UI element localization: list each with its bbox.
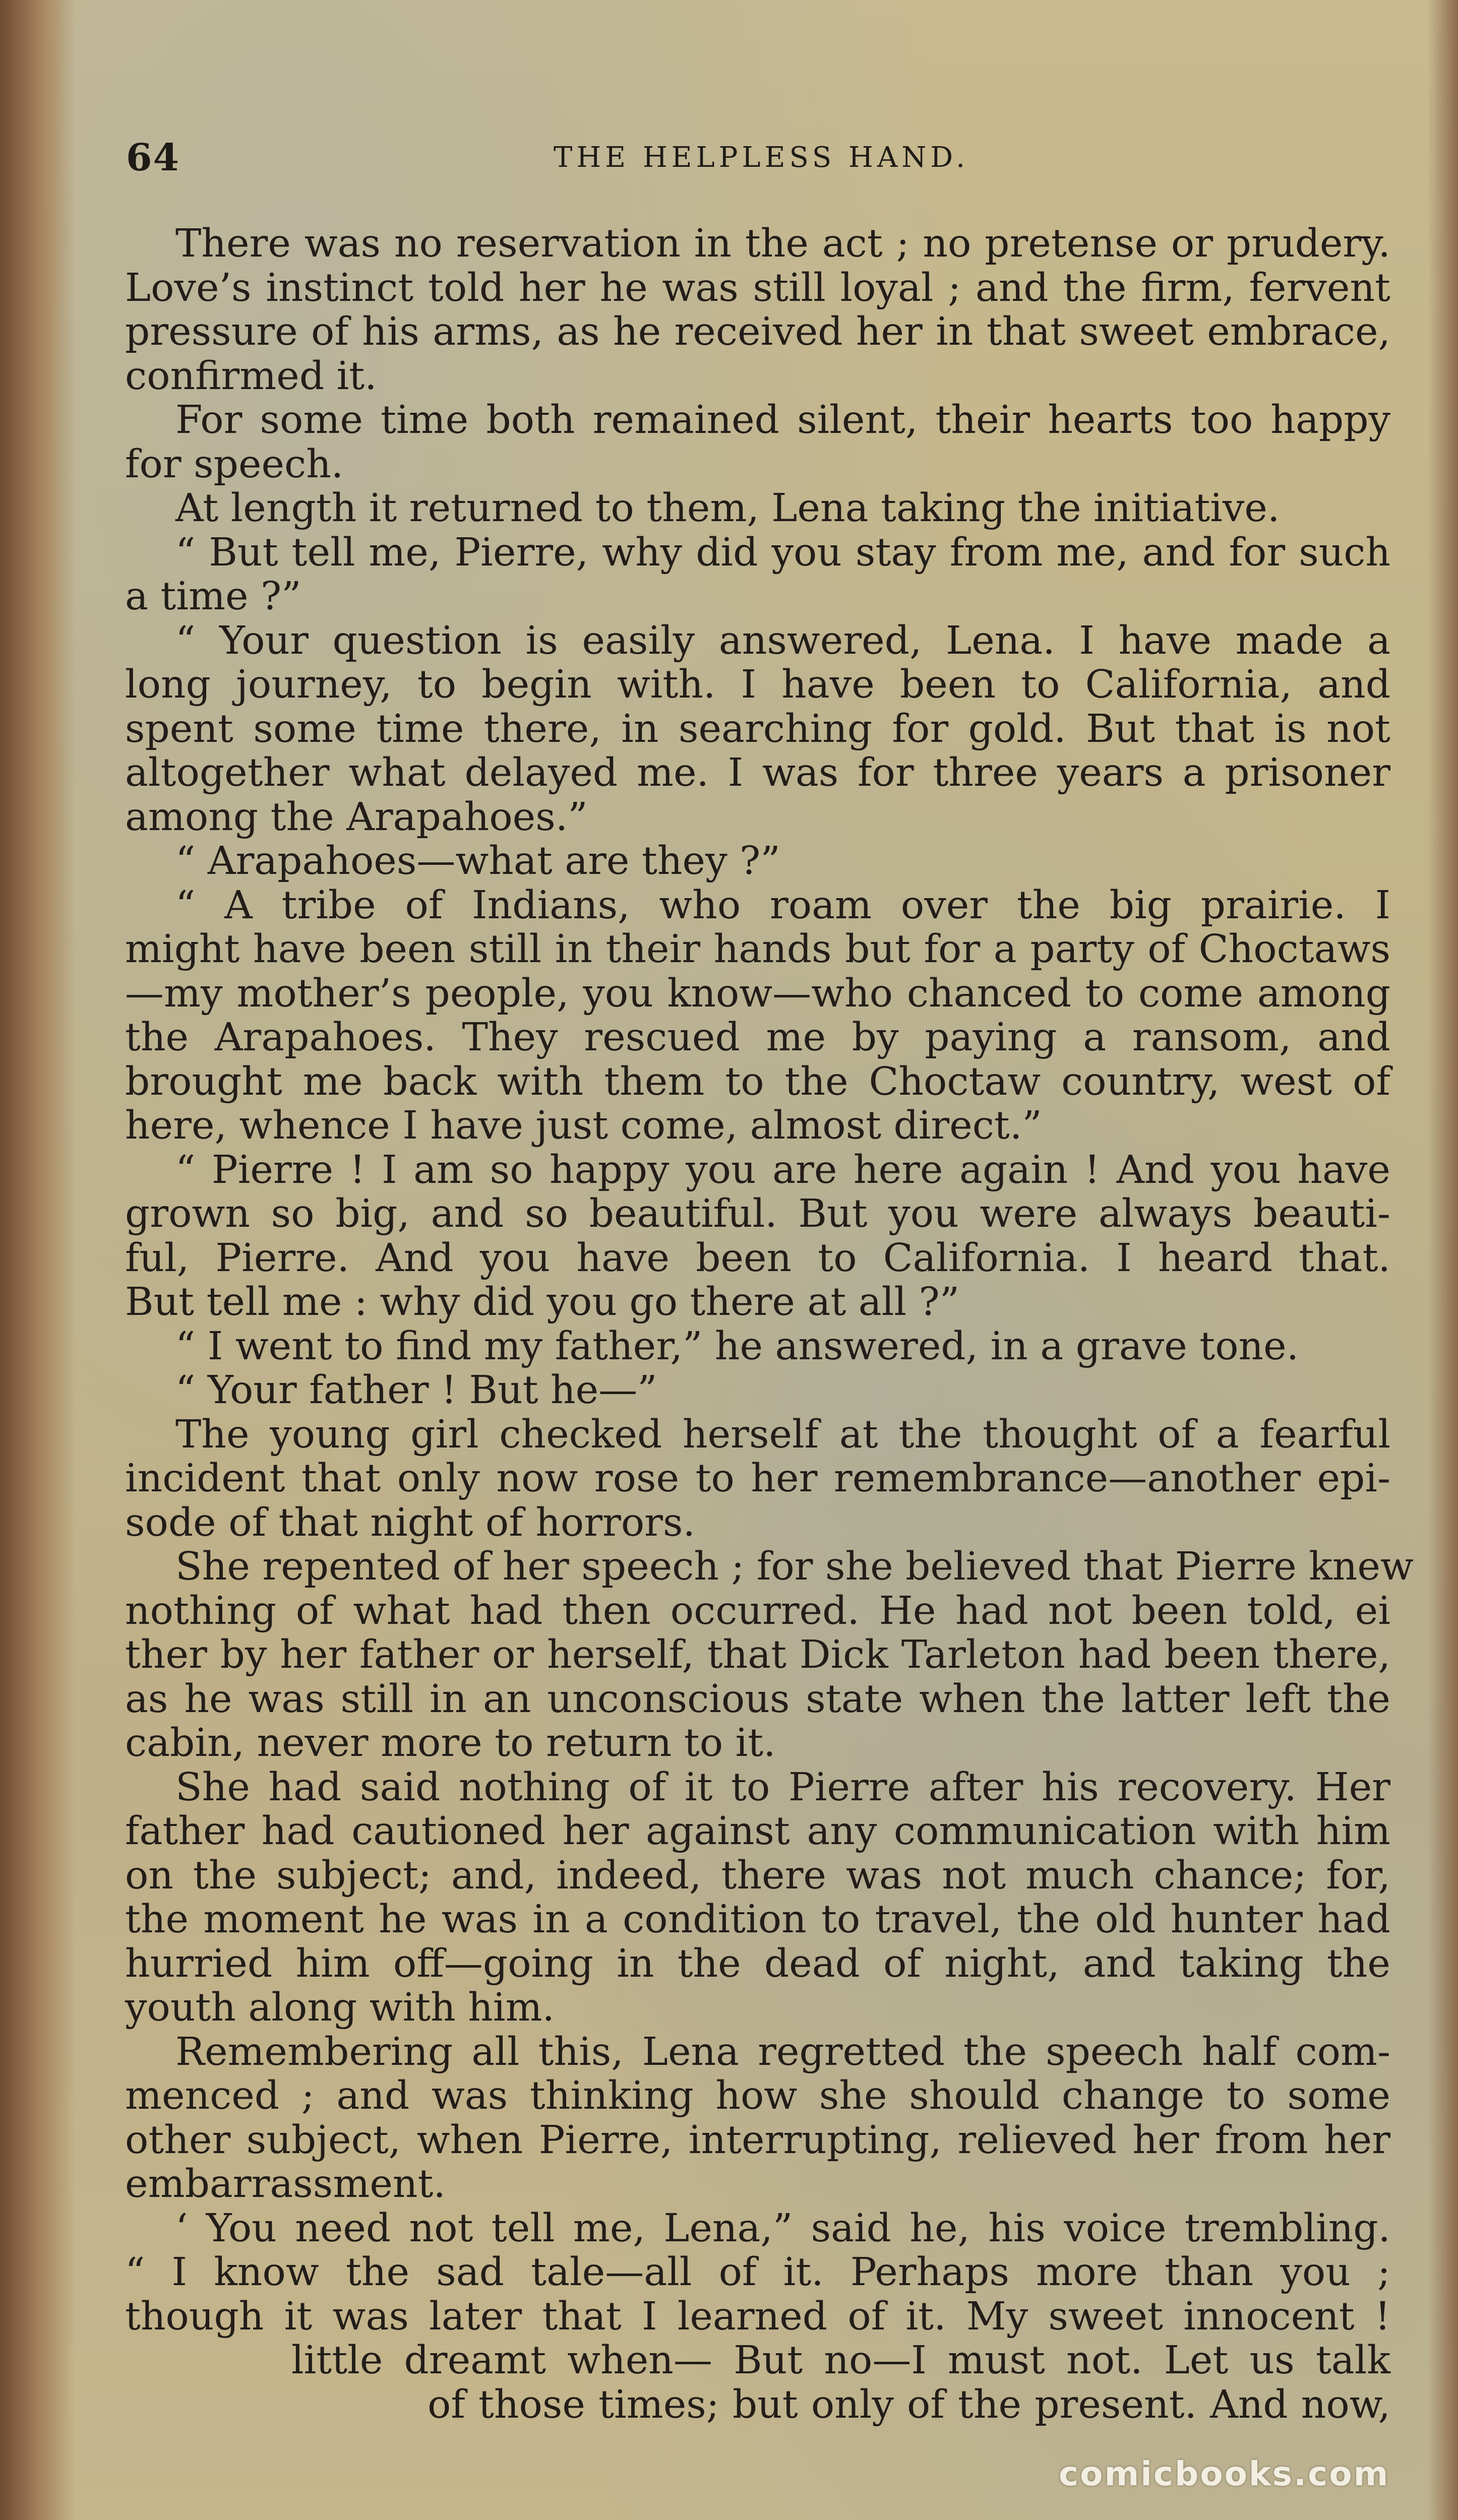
text-line: embarrassment. [125, 2162, 446, 2207]
text-line: There was no reservation in the act ; no pretense or prudery. [175, 221, 1390, 266]
text-line: —my mother’s people, you know—who chanced to come among [125, 971, 1390, 1016]
text-line: “ A tribe of Indians, who roam over the big prairie. I [175, 883, 1390, 928]
text-line: the moment he was in a condition to travel, the old hunter had [125, 1897, 1390, 1942]
text-line: for speech. [125, 442, 344, 487]
text-line: “ Your father ! But he—” [175, 1368, 657, 1413]
text-line: sode of that night of horrors. [125, 1500, 695, 1545]
text-line: At length it returned to them, Lena taking the initiative. [175, 486, 1280, 531]
text-line: little dreamt when— But no—I must not. Let us talk [291, 2338, 1390, 2383]
text-line: “ I went to find my father,” he answered, in a grave tone. [175, 1324, 1299, 1369]
page-number: 64 [126, 136, 180, 179]
text-line: here, whence I have just come, almost direct.” [125, 1103, 1042, 1148]
text-line: “ I know the sad tale—all of it. Perhaps more than you ; [125, 2250, 1390, 2295]
text-line: other subject, when Pierre, interrupting, relieved her from her [125, 2117, 1390, 2163]
running-title: THE HELPLESS HAND. [553, 141, 969, 174]
text-line: brought me back with them to the Choctaw country, west of [125, 1059, 1390, 1104]
text-line: on the subject; and, indeed, there was not much chance; for, [125, 1853, 1390, 1898]
text-line: “ Your question is easily answered, Lena. I have made a [175, 618, 1390, 663]
text-line: pressure of his arms, as he received her in that sweet embrace, [125, 309, 1390, 354]
text-line: Remembering all this, Lena regretted the speech half com- [175, 2029, 1390, 2074]
page-left-edge-shadow [0, 0, 76, 2520]
text-line: incident that only now rose to her remembrance—another epi- [125, 1456, 1390, 1501]
text-line: grown so big, and so beautiful. But you were always beauti- [125, 1191, 1390, 1236]
page-right-edge-shadow [1428, 0, 1458, 2520]
text-line: “ But tell me, Pierre, why did you stay from me, and for such [175, 530, 1390, 575]
text-line: nothing of what had then occurred. He had not been told, ei [125, 1588, 1390, 1633]
text-line: father had cautioned her against any communication with him [125, 1809, 1390, 1854]
text-line: the Arapahoes. They rescued me by paying a ransom, and [125, 1015, 1390, 1060]
text-line: as he was still in an unconscious state when the latter left the [125, 1676, 1390, 1722]
text-line: spent some time there, in searching for gold. But that is not [125, 706, 1390, 751]
text-line: She had said nothing of it to Pierre after his recovery. Her [175, 1765, 1390, 1810]
text-line: ful, Pierre. And you have been to California. I heard that. [125, 1235, 1390, 1281]
text-line: of those times; but only of the present. And now, [428, 2382, 1390, 2427]
text-line: long journey, to begin with. I have been to California, and [125, 662, 1390, 707]
text-line: youth along with him. [125, 1985, 555, 2030]
text-line: among the Arapahoes.” [125, 794, 588, 840]
text-line: confirmed it. [125, 353, 377, 399]
text-line: She repented of her speech ; for she believed that Pierre knew [175, 1544, 1414, 1589]
text-line: cabin, never more to return to it. [125, 1721, 776, 1766]
text-line: Love’s instinct told her he was still loyal ; and the firm, fervent [125, 265, 1390, 310]
text-line: menced ; and was thinking how she should change to some [125, 2073, 1390, 2118]
text-line: might have been still in their hands but for a party of Choctaws [125, 927, 1390, 972]
text-line: though it was later that I learned of it. My sweet innocent ! [125, 2294, 1390, 2339]
text-line: a time ?” [125, 574, 301, 619]
text-line: For some time both remained silent, their hearts too happy [175, 398, 1390, 443]
text-line: The young girl checked herself at the thought of a fearful [175, 1412, 1390, 1457]
body-text [125, 221, 1414, 2427]
text-line: ther by her father or herself, that Dick Tarleton had been there, [125, 1632, 1390, 1677]
text-line: ‘ You need not tell me, Lena,” said he, his voice trembling. [175, 2206, 1390, 2251]
text-line: hurried him off—going in the dead of night, and taking the [125, 1941, 1390, 1986]
watermark: comicbooks.com [1059, 2454, 1390, 2493]
text-line: But tell me : why did you go there at all ?” [125, 1280, 960, 1325]
text-line: “ Pierre ! I am so happy you are here again ! And you have [175, 1147, 1390, 1192]
text-line: altogether what delayed me. I was for three years a prisoner [125, 750, 1390, 795]
text-line: “ Arapahoes—what are they ?” [175, 839, 780, 884]
running-header [126, 136, 1396, 186]
